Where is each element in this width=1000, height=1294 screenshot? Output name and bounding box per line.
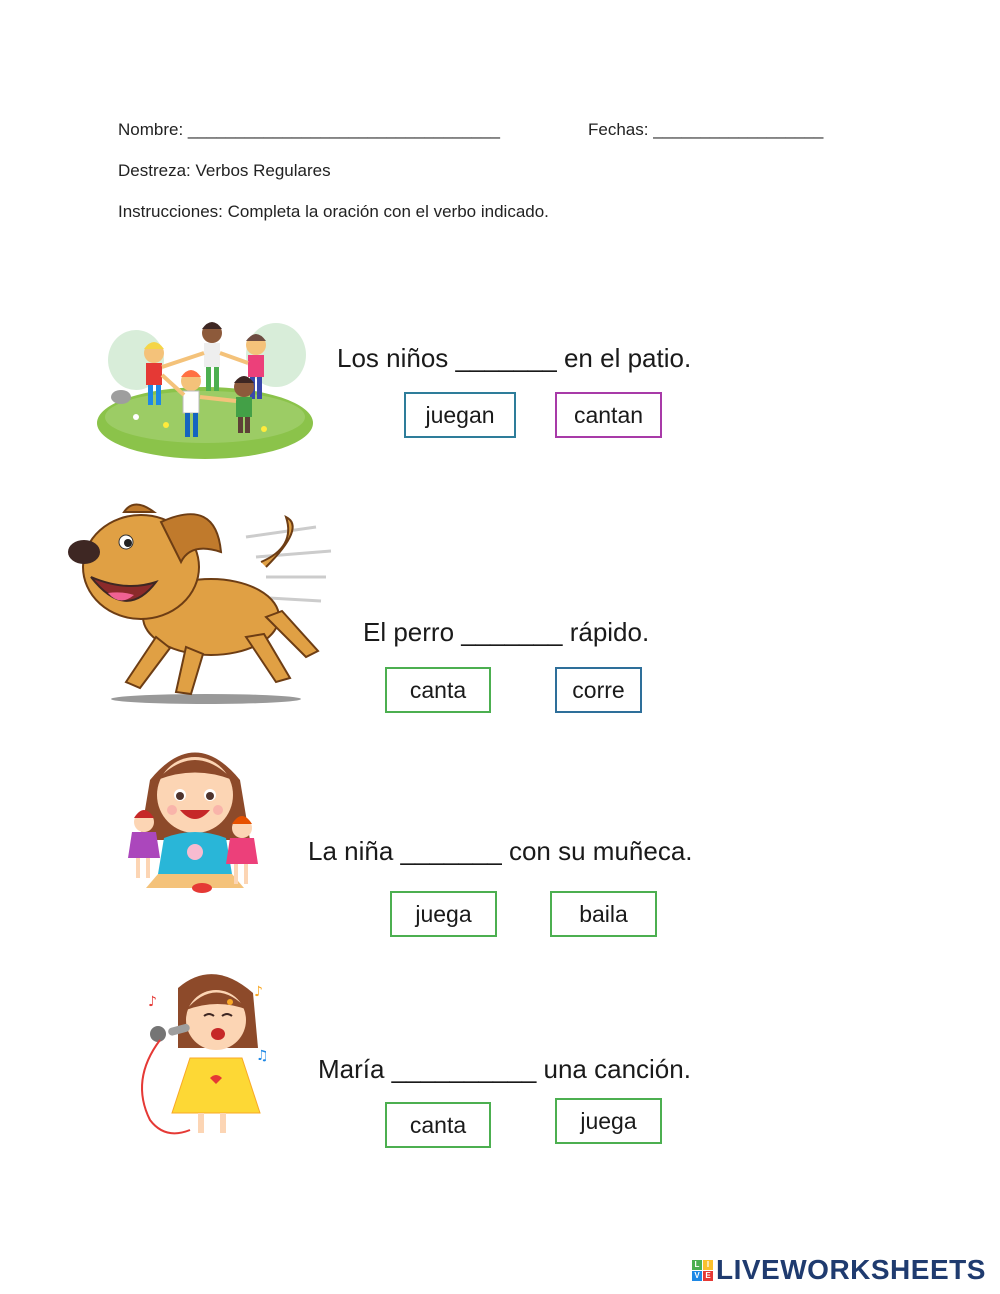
logo-letter: L — [692, 1260, 702, 1270]
girl-singing-illustration — [128, 968, 278, 1148]
logo-letter: I — [703, 1260, 713, 1270]
fechas-field[interactable]: Fechas: __________________ — [588, 120, 824, 139]
logo-letter: E — [703, 1271, 713, 1281]
sentence-3: La niña _______ con su muñeca. — [308, 836, 693, 866]
option-4b-button[interactable]: juega — [555, 1098, 662, 1144]
logo-letter: V — [692, 1271, 702, 1281]
girl-with-dolls-illustration — [122, 740, 268, 895]
option-3b-button[interactable]: baila — [550, 891, 657, 937]
svg-text:♪: ♪ — [254, 984, 263, 1000]
sentence-1: Los niños _______ en el patio. — [337, 343, 692, 373]
sentence-4: María __________ una canción. — [318, 1054, 691, 1084]
nombre-field[interactable]: Nombre: _________________________________ — [118, 120, 500, 139]
logo-mark-icon — [692, 1260, 713, 1281]
option-3a-button[interactable]: juega — [390, 891, 497, 937]
svg-text:♫: ♫ — [256, 1048, 269, 1064]
option-2a-button[interactable]: canta — [385, 667, 491, 713]
destreza-label: Destreza: Verbos Regulares — [118, 161, 331, 180]
option-1b-button[interactable]: cantan — [555, 392, 662, 438]
sentence-2: El perro _______ rápido. — [363, 617, 650, 647]
option-2b-button[interactable]: corre — [555, 667, 642, 713]
children-playing-illustration — [96, 305, 314, 460]
option-4a-button[interactable]: canta — [385, 1102, 491, 1148]
instructions-text: Instrucciones: Completa la oración con el verbo indicado. — [118, 202, 549, 221]
liveworksheets-logo — [692, 1254, 986, 1286]
svg-text:♪: ♪ — [148, 994, 157, 1010]
option-1a-button[interactable]: juegan — [404, 392, 516, 438]
running-dog-illustration — [66, 497, 336, 707]
logo-text: LIVEWORKSHEETS — [716, 1254, 986, 1285]
